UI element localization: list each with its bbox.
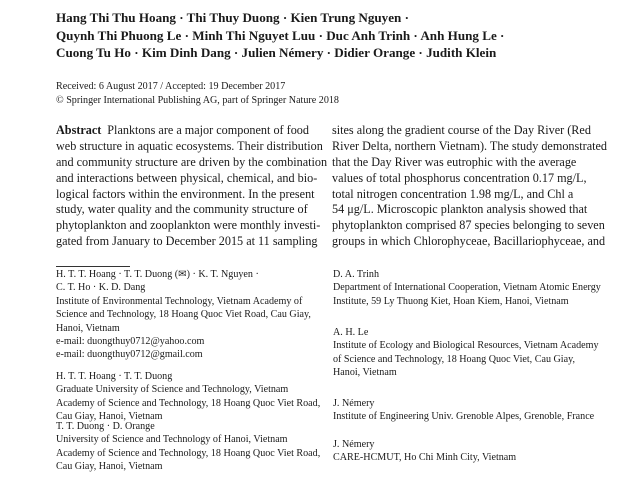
footnote-divider [56,266,130,267]
affiliation-line: Cau Giay, Hanoi, Vietnam [56,461,163,473]
affiliation-line: J. Némery [333,439,375,450]
affiliation-line: T. T. Duong · D. Orange [56,421,155,432]
abstract-text: Planktons are a major component of food [107,123,309,137]
abstract-line: study, water quality and the community structure of [56,202,308,217]
abstract-line: groups in which Chlorophyceae, Bacillariophyceae, and [332,234,606,249]
affiliation-line: of Science and Technology, 18 Hoang Quoc Viet, Cau Giay, [333,353,575,365]
affiliation-block [333,438,633,465]
abstract-line: 54 μg/L. Microscopic plankton analysis showed that [332,202,588,217]
affiliation-line: Institute, 59 Ly Thuong Kiet, Hoan Kiem, Hanoi, Vietnam [333,295,569,307]
copyright-notice: © Springer International Publishing AG, part of Springer Nature 2018 [56,95,339,106]
email-link[interactable]: e-mail: duongthuy0712@gmail.com [56,349,203,361]
abstract-line: and interactions between physical, chemical, and bio- [56,170,318,185]
author-line: Quynh Thi Phuong Le · Minh Thi Nguyet Luu · Duc Anh Trinh · Anh Hung Le · [56,27,505,43]
abstract-line: that the Day River was eutrophic with the average [332,154,577,169]
affiliation-line: Institute of Engineering Univ. Grenoble Alpes, Grenoble, France [333,411,595,423]
email-link[interactable]: e-mail: duongthuy0712@yahoo.com [56,336,205,348]
affiliation-line: A. H. Le [333,327,369,338]
affiliation-line: Academy of Science and Technology, 18 Hoang Quoc Viet Road, [56,397,321,409]
affiliation-line: H. T. T. Hoang · T. T. Duong [56,371,173,382]
affiliation-line: Department of International Cooperation, Vietnam Atomic Energy [333,282,601,294]
author-line: Cuong Tu Ho · Kim Dinh Dang · Julien Némery · Didier Orange · Judith Klein [56,45,497,61]
affiliation-block [56,420,356,474]
affiliation-line: Science and Technology, 18 Hoang Quoc Viet Road, Cau Giay, [56,309,311,321]
abstract-line: values of total phosphorus concentration 0.17 mg/L, [332,170,587,185]
author-line: Hang Thi Thu Hoang · Thi Thuy Duong · Kien Trung Nguyen · [56,10,409,25]
affiliation-line: J. Némery [333,398,375,409]
affiliation-line: D. A. Trinh [333,269,380,280]
abstract-line [56,123,309,139]
abstract-line: web structure in aquatic ecosystems. Their distribution [56,138,323,153]
affiliation-line: Academy of Science and Technology, 18 Hoang Quoc Viet Road, [56,447,321,459]
abstract-line: and community structure are driven by the combination [56,154,328,169]
abstract-line: phytoplankton and zooplankton were monthly investi- [56,218,321,233]
affiliation-block [333,268,633,308]
abstract-column-right [332,123,607,250]
abstract-line: total nitrogen concentration 1.98 mg/L, and Chl a [332,186,574,201]
abstract-line: River Delta, northern Vietnam). The study demonstrated [332,138,607,153]
affiliation-line: Institute of Ecology and Biological Resources, Vietnam Academy [333,340,599,352]
affiliation-block [333,397,633,424]
affiliation-line: Graduate University of Science and Technology, Vietnam [56,384,289,396]
abstract-line: sites along the gradient course of the Day River (Red [332,123,591,137]
affiliation-line: C. T. Ho · K. D. Dang [56,282,146,294]
affiliation-line: Institute of Environmental Technology, Vietnam Academy of [56,295,303,307]
abstract-column-left [56,123,328,250]
abstract-heading: Abstract [56,123,102,137]
affiliation-block [333,326,633,380]
author-list [56,9,616,62]
publication-dates [56,80,616,108]
affiliation-block [56,268,356,362]
abstract-line: phytoplankton comprised 87 species belonging to seven [332,218,605,233]
affiliation-line: University of Science and Technology of Hanoi, Vietnam [56,434,288,446]
received-accepted: Received: 6 August 2017 / Accepted: 19 December 2017 [56,81,286,92]
affiliation-line: Cau Giay, Hanoi, Vietnam [56,411,163,423]
abstract-line: gated from January to December 2015 at 11 sampling [56,234,318,249]
abstract-line: logical factors within the environment. In the present [56,186,315,201]
affiliation-block [56,370,356,424]
affiliation-line: Hanoi, Vietnam [56,322,120,334]
affiliation-line: Hanoi, Vietnam [333,367,397,379]
affiliation-line: CARE-HCMUT, Ho Chi Minh City, Vietnam [333,452,517,464]
affiliation-line: H. T. T. Hoang · T. T. Duong (✉) · K. T. Nguyen · [56,269,259,280]
